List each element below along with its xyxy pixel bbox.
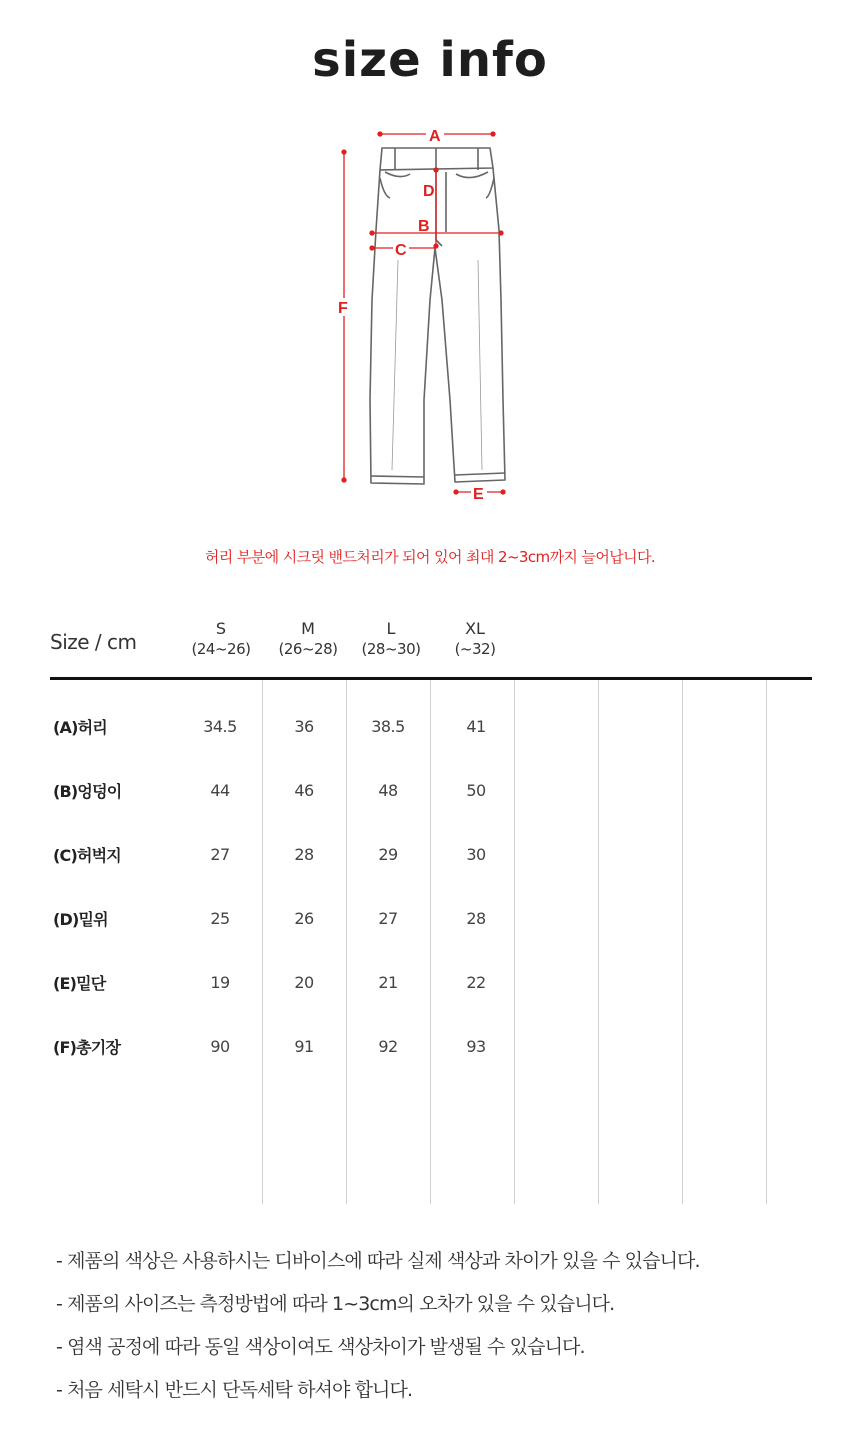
column-header-s xyxy=(179,618,263,660)
care-notes xyxy=(56,1240,700,1412)
column-divider xyxy=(682,680,683,1204)
column-divider xyxy=(766,680,767,1204)
row-label-thigh: (C)허벅지 xyxy=(53,846,121,865)
note-item: - 제품의 사이즈는 측정방법에 따라 1~3cm의 오차가 있을 수 있습니다. xyxy=(56,1293,615,1315)
label-a: A xyxy=(429,128,441,145)
table-cell: 25 xyxy=(210,909,230,928)
label-b: B xyxy=(418,218,430,235)
column-range: (24~26) xyxy=(191,640,251,658)
table-cell: 36 xyxy=(294,717,314,736)
column-header-l xyxy=(349,618,433,660)
pants-measurement-diagram xyxy=(330,120,530,510)
table-cell: 50 xyxy=(466,781,486,800)
row-label-hip: (B)엉덩이 xyxy=(53,782,122,801)
label-e: E xyxy=(473,486,484,503)
row-label-total-length: (F)총기장 xyxy=(53,1038,121,1057)
table-cell: 34.5 xyxy=(203,717,237,736)
table-cell: 44 xyxy=(210,781,230,800)
label-f: F xyxy=(338,300,348,317)
table-cell: 27 xyxy=(210,845,230,864)
column-range: (28~30) xyxy=(361,640,421,658)
table-cell: 38.5 xyxy=(371,717,405,736)
pants-outline xyxy=(370,148,505,484)
column-size: XL xyxy=(465,619,485,638)
table-cell: 28 xyxy=(466,909,486,928)
column-size: L xyxy=(386,619,396,638)
column-header-xl xyxy=(433,618,517,660)
column-divider xyxy=(430,680,431,1204)
measurement-labels xyxy=(336,126,487,503)
table-cell: 27 xyxy=(378,909,398,928)
table-cell: 22 xyxy=(466,973,486,992)
table-cell: 29 xyxy=(378,845,398,864)
table-cell: 46 xyxy=(294,781,314,800)
note-item: - 처음 세탁시 반드시 단독세탁 하셔야 합니다. xyxy=(56,1379,413,1401)
column-header-m xyxy=(266,618,350,660)
table-cell: 93 xyxy=(466,1037,486,1056)
label-d: D xyxy=(423,183,435,200)
table-cell: 21 xyxy=(378,973,398,992)
column-divider xyxy=(262,680,263,1204)
table-cell: 41 xyxy=(466,717,486,736)
unit-label: Size / cm xyxy=(50,630,137,654)
row-label-hem: (E)밑단 xyxy=(53,974,106,993)
table-cell: 26 xyxy=(294,909,314,928)
column-range: (~32) xyxy=(454,640,496,658)
table-cell: 92 xyxy=(378,1037,398,1056)
table-header-rule xyxy=(50,677,812,680)
table-cell: 19 xyxy=(210,973,230,992)
table-cell: 30 xyxy=(466,845,486,864)
table-cell: 48 xyxy=(378,781,398,800)
column-divider xyxy=(346,680,347,1204)
note-item: - 염색 공정에 따라 동일 색상이여도 색상차이가 발생될 수 있습니다. xyxy=(56,1336,585,1358)
table-cell: 28 xyxy=(294,845,314,864)
row-label-rise: (D)밑위 xyxy=(53,910,108,929)
column-divider xyxy=(598,680,599,1204)
stretch-notice: 허리 부분에 시크릿 밴드처리가 되어 있어 최대 2~3cm까지 늘어납니다. xyxy=(204,548,656,566)
table-cell: 20 xyxy=(294,973,314,992)
note-item: - 제품의 색상은 사용하시는 디바이스에 따라 실제 색상과 차이가 있을 수 있습니다. xyxy=(56,1250,700,1272)
column-range: (26~28) xyxy=(278,640,338,658)
column-divider xyxy=(514,680,515,1204)
row-label-waist: (A)허리 xyxy=(53,718,107,737)
table-cell: 90 xyxy=(210,1037,230,1056)
column-size: M xyxy=(301,619,315,638)
page-title: size info xyxy=(312,32,548,88)
label-c: C xyxy=(395,242,407,259)
column-size: S xyxy=(215,619,227,638)
table-cell: 91 xyxy=(294,1037,314,1056)
